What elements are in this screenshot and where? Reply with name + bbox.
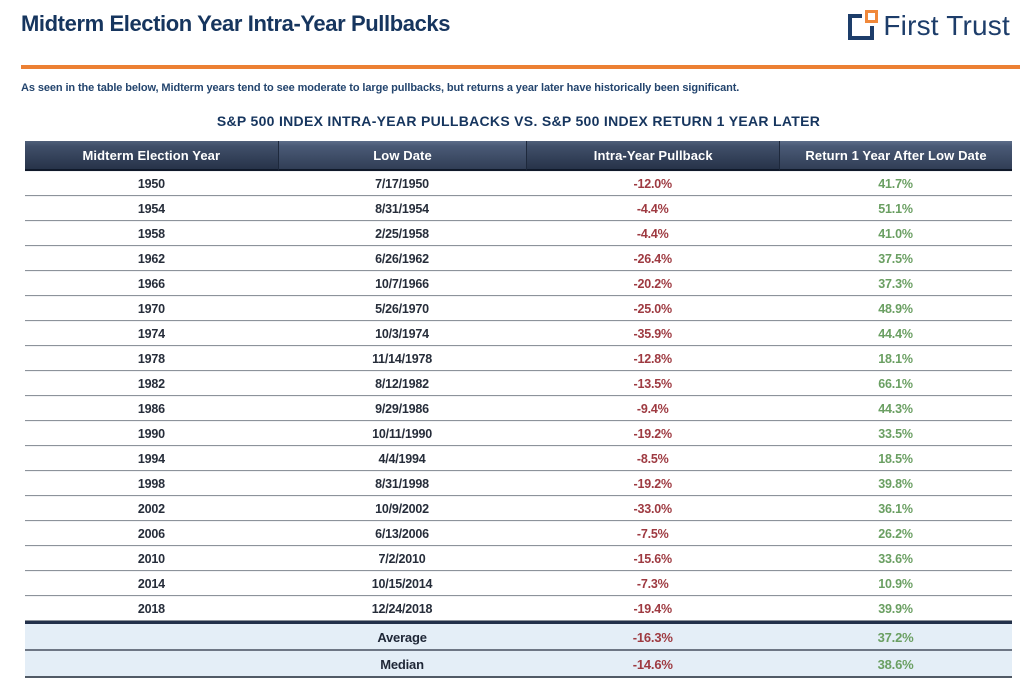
cell-pullback: -14.6% <box>526 649 779 678</box>
cell-pullback: -7.3% <box>526 571 779 596</box>
cell-return-1yr: 33.5% <box>779 421 1012 446</box>
cell-year: 2002 <box>25 496 278 521</box>
table-row <box>25 196 1012 221</box>
table-row <box>25 221 1012 246</box>
cell-return-1yr: 36.1% <box>779 496 1012 521</box>
cell-return-1yr: 51.1% <box>779 196 1012 221</box>
masthead <box>0 0 1024 41</box>
cell-year: 1966 <box>25 271 278 296</box>
cell-year <box>25 649 278 678</box>
table-row <box>25 446 1012 471</box>
first-trust-logo <box>848 10 1010 41</box>
table-row <box>25 546 1012 571</box>
table-row <box>25 296 1012 321</box>
cell-low-date: 6/13/2006 <box>278 521 527 546</box>
cell-return-1yr: 26.2% <box>779 521 1012 546</box>
cell-return-1yr: 18.1% <box>779 346 1012 371</box>
cell-pullback: -26.4% <box>526 246 779 271</box>
table-row <box>25 371 1012 396</box>
pullbacks-table <box>25 141 1012 678</box>
cell-low-date: 6/26/1962 <box>278 246 527 271</box>
first-trust-logo-icon <box>848 10 878 41</box>
summary-row-median <box>25 649 1012 678</box>
cell-low-date: 10/15/2014 <box>278 571 527 596</box>
cell-year: 1978 <box>25 346 278 371</box>
cell-year: 1990 <box>25 421 278 446</box>
cell-low-date: 10/9/2002 <box>278 496 527 521</box>
table-row <box>25 421 1012 446</box>
table-row <box>25 596 1012 621</box>
cell-return-1yr: 39.9% <box>779 596 1012 621</box>
column-header-midterm-election-year: Midterm Election Year <box>25 141 278 171</box>
cell-low-date: 11/14/1978 <box>278 346 527 371</box>
cell-pullback: -19.2% <box>526 471 779 496</box>
intro-text: As seen in the table below, Midterm years tend to see moderate to large pullbacks, but returns a year later have historically been significant. <box>21 82 740 94</box>
cell-pullback: -16.3% <box>526 621 779 649</box>
cell-pullback: -19.2% <box>526 421 779 446</box>
cell-low-date: 4/4/1994 <box>278 446 527 471</box>
cell-low-date: 8/12/1982 <box>278 371 527 396</box>
table-row <box>25 496 1012 521</box>
column-header-return-1-year-after-low-date: Return 1 Year After Low Date <box>779 141 1012 171</box>
cell-pullback: -12.0% <box>526 171 779 196</box>
column-header-low-date: Low Date <box>278 141 527 171</box>
table-body <box>25 171 1012 678</box>
cell-year: 1958 <box>25 221 278 246</box>
cell-low-date: 5/26/1970 <box>278 296 527 321</box>
cell-pullback: -9.4% <box>526 396 779 421</box>
cell-year: 1994 <box>25 446 278 471</box>
cell-year: 1982 <box>25 371 278 396</box>
cell-low-date: 10/3/1974 <box>278 321 527 346</box>
brand-name: First Trust <box>883 9 1010 41</box>
cell-year: 1998 <box>25 471 278 496</box>
cell-pullback: -15.6% <box>526 546 779 571</box>
table-row <box>25 171 1012 196</box>
cell-year: 1962 <box>25 246 278 271</box>
cell-return-1yr: 10.9% <box>779 571 1012 596</box>
cell-return-1yr: 37.2% <box>779 621 1012 649</box>
cell-low-date: 12/24/2018 <box>278 596 527 621</box>
cell-return-1yr: 41.0% <box>779 221 1012 246</box>
table-row <box>25 471 1012 496</box>
table-header-row <box>25 141 1012 171</box>
table-row <box>25 571 1012 596</box>
cell-low-date: 2/25/1958 <box>278 221 527 246</box>
orange-divider <box>21 65 1020 69</box>
cell-return-1yr: 37.5% <box>779 246 1012 271</box>
table-row <box>25 346 1012 371</box>
cell-return-1yr: 18.5% <box>779 446 1012 471</box>
cell-return-1yr: 39.8% <box>779 471 1012 496</box>
cell-low-date: 10/7/1966 <box>278 271 527 296</box>
cell-low-date: 9/29/1986 <box>278 396 527 421</box>
cell-return-1yr: 37.3% <box>779 271 1012 296</box>
cell-return-1yr: 38.6% <box>779 649 1012 678</box>
cell-pullback: -12.8% <box>526 346 779 371</box>
cell-pullback: -8.5% <box>526 446 779 471</box>
cell-year: 1970 <box>25 296 278 321</box>
table-row <box>25 271 1012 296</box>
cell-year: 1974 <box>25 321 278 346</box>
column-header-intra-year-pullback: Intra-Year Pullback <box>526 141 779 171</box>
cell-low-date: 8/31/1954 <box>278 196 527 221</box>
cell-year: 1986 <box>25 396 278 421</box>
table-row <box>25 246 1012 271</box>
cell-low-date: 7/17/1950 <box>278 171 527 196</box>
table-title: S&P 500 INDEX INTRA-YEAR PULLBACKS VS. S&P 500 INDEX RETURN 1 YEAR LATER <box>216 113 821 129</box>
table-row <box>25 521 1012 546</box>
cell-pullback: -7.5% <box>526 521 779 546</box>
cell-low-date: 7/2/2010 <box>278 546 527 571</box>
cell-return-1yr: 48.9% <box>779 296 1012 321</box>
cell-low-date: Median <box>278 649 527 678</box>
cell-pullback: -25.0% <box>526 296 779 321</box>
cell-year: 1950 <box>25 171 278 196</box>
cell-low-date: 10/11/1990 <box>278 421 527 446</box>
cell-year: 2018 <box>25 596 278 621</box>
cell-year: 2010 <box>25 546 278 571</box>
cell-pullback: -19.4% <box>526 596 779 621</box>
cell-return-1yr: 33.6% <box>779 546 1012 571</box>
cell-pullback: -35.9% <box>526 321 779 346</box>
page-title: Midterm Election Year Intra-Year Pullbacks <box>21 11 451 36</box>
cell-low-date: Average <box>278 621 527 649</box>
table-row <box>25 321 1012 346</box>
cell-year: 2014 <box>25 571 278 596</box>
cell-return-1yr: 44.3% <box>779 396 1012 421</box>
cell-year: 2006 <box>25 521 278 546</box>
cell-pullback: -33.0% <box>526 496 779 521</box>
cell-pullback: -4.4% <box>526 221 779 246</box>
cell-pullback: -4.4% <box>526 196 779 221</box>
cell-pullback: -13.5% <box>526 371 779 396</box>
cell-low-date: 8/31/1998 <box>278 471 527 496</box>
table-row <box>25 396 1012 421</box>
cell-return-1yr: 41.7% <box>779 171 1012 196</box>
cell-year: 1954 <box>25 196 278 221</box>
logo-orange-square <box>865 10 878 23</box>
cell-pullback: -20.2% <box>526 271 779 296</box>
cell-return-1yr: 44.4% <box>779 321 1012 346</box>
cell-return-1yr: 66.1% <box>779 371 1012 396</box>
cell-year <box>25 621 278 649</box>
summary-row-average <box>25 621 1012 649</box>
